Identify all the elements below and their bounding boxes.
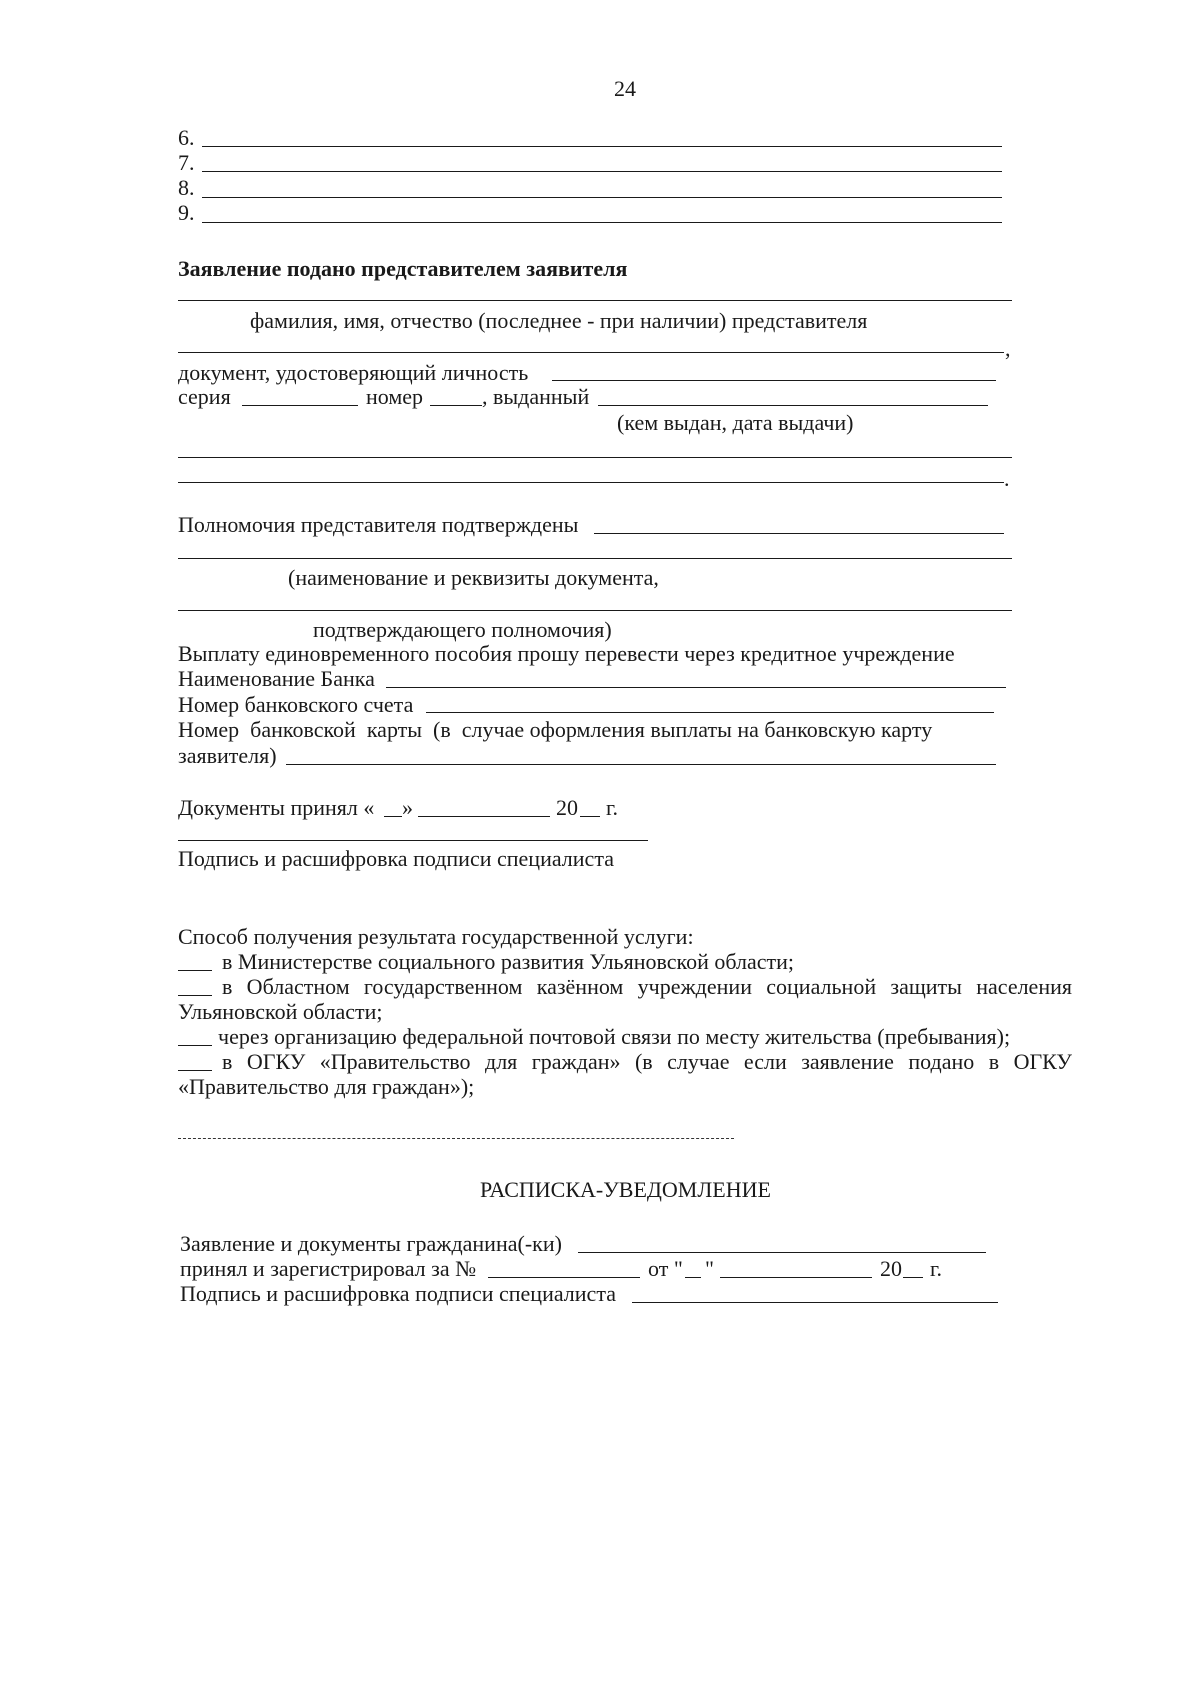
authority-caption-2: подтверждающего полномочия): [313, 617, 612, 642]
option-2-text: в Областном государственном казённом учреждении социальной защиты населения: [222, 974, 1072, 999]
accept-day-line: [384, 816, 402, 817]
receipt-number-line: [488, 1277, 640, 1278]
receipt-year-line: [903, 1277, 923, 1278]
receipt-year-suffix: г.: [930, 1256, 943, 1281]
option-2-text-cont: Ульяновской области;: [178, 999, 383, 1024]
option-3-text: через организацию федеральной почтовой связи по месту жительства (пребывания);: [218, 1024, 1011, 1049]
receipt-day-line: [685, 1277, 701, 1278]
id-document-line: [552, 380, 996, 381]
accept-year-prefix: 20: [556, 795, 578, 820]
series-line: [242, 405, 358, 406]
issued-caption: (кем выдан, дата выдачи): [617, 410, 854, 435]
payment-intro: Выплату единовременного пособия прошу перевести через кредитное учреждение: [178, 641, 955, 666]
list-item-fill-line: [202, 171, 1002, 172]
comma-mark: ,: [1005, 336, 1011, 361]
id-document-label: документ, удостоверяющий личность: [178, 360, 529, 385]
option-1-checkbox-line: [178, 970, 212, 971]
bank-name-label: Наименование Банка: [178, 666, 375, 691]
accept-year-suffix: г.: [606, 795, 619, 820]
receipt-from-label: от ": [648, 1256, 683, 1281]
specialist-signature-line: [178, 840, 648, 841]
bank-account-line: [426, 712, 994, 713]
accept-year-line: [580, 816, 600, 817]
bank-card-label: Номер банковской карты (в случае оформления выплаты на банковскую карту: [178, 717, 933, 742]
list-item-number: 6.: [178, 125, 195, 150]
option-4-text: в ОГКУ «Правительство для граждан» (в случае если заявление подано в ОГКУ: [222, 1049, 1072, 1074]
list-item-fill-line: [202, 222, 1002, 223]
list-item-number: 9.: [178, 200, 195, 225]
receipt-applicant-label: Заявление и документы гражданина(-ки): [180, 1231, 562, 1256]
bank-name-line: [386, 687, 1006, 688]
authority-label: Полномочия представителя подтверждены: [178, 512, 579, 537]
authority-caption-1: (наименование и реквизиты документа,: [288, 565, 659, 590]
receipt-title: РАСПИСКА-УВЕДОМЛЕНИЕ: [480, 1177, 771, 1202]
number-line: [430, 405, 482, 406]
representative-extra-line: [178, 352, 1004, 353]
receipt-signature-label: Подпись и расшифровка подписи специалиста: [180, 1281, 616, 1306]
list-item-fill-line: [202, 146, 1002, 147]
docs-accepted-quote: »: [402, 795, 413, 820]
bank-account-label: Номер банковского счета: [178, 692, 414, 717]
result-method-intro: Способ получения результата государственной услуги:: [178, 924, 694, 949]
receipt-signature-line: [632, 1302, 998, 1303]
series-label: серия: [178, 384, 231, 409]
bank-card-line: [286, 764, 996, 765]
list-item-number: 7.: [178, 150, 195, 175]
option-2-checkbox-line: [178, 995, 212, 996]
page-number: 24: [614, 76, 636, 101]
cut-line: [178, 1138, 734, 1139]
representative-fio-line: [178, 300, 1012, 301]
docs-accepted-prefix: Документы принял «: [178, 795, 375, 820]
list-item-fill-line: [202, 197, 1002, 198]
receipt-registered-label: принял и зарегистрировал за №: [180, 1256, 477, 1281]
issued-extra-line-2: [178, 482, 1004, 483]
issued-label: , выданный: [482, 384, 590, 409]
receipt-applicant-line: [578, 1252, 986, 1253]
option-4-checkbox-line: [178, 1070, 212, 1071]
authority-line: [594, 533, 1004, 534]
option-1-text: в Министерстве социального развития Ульяновской области;: [222, 949, 794, 974]
list-item-number: 8.: [178, 175, 195, 200]
number-label: номер: [366, 384, 424, 409]
option-3-checkbox-line: [178, 1045, 212, 1046]
issued-extra-line-1: [178, 457, 1012, 458]
receipt-month-line: [720, 1277, 872, 1278]
option-4-text-cont: «Правительство для граждан»);: [178, 1074, 475, 1099]
accept-month-line: [418, 816, 550, 817]
period-mark: .: [1004, 466, 1010, 491]
representative-heading: Заявление подано представителем заявителя: [178, 256, 628, 281]
receipt-quote-close: ": [705, 1256, 714, 1281]
authority-extra-line: [178, 558, 1012, 559]
bank-card-label-cont: заявителя): [178, 743, 277, 768]
specialist-signature-caption: Подпись и расшифровка подписи специалиста: [178, 846, 614, 871]
issued-line: [598, 405, 988, 406]
receipt-year-prefix: 20: [880, 1256, 902, 1281]
representative-fio-caption: фамилия, имя, отчество (последнее - при наличии) представителя: [250, 308, 868, 333]
authority-extra-line-2: [178, 610, 1012, 611]
